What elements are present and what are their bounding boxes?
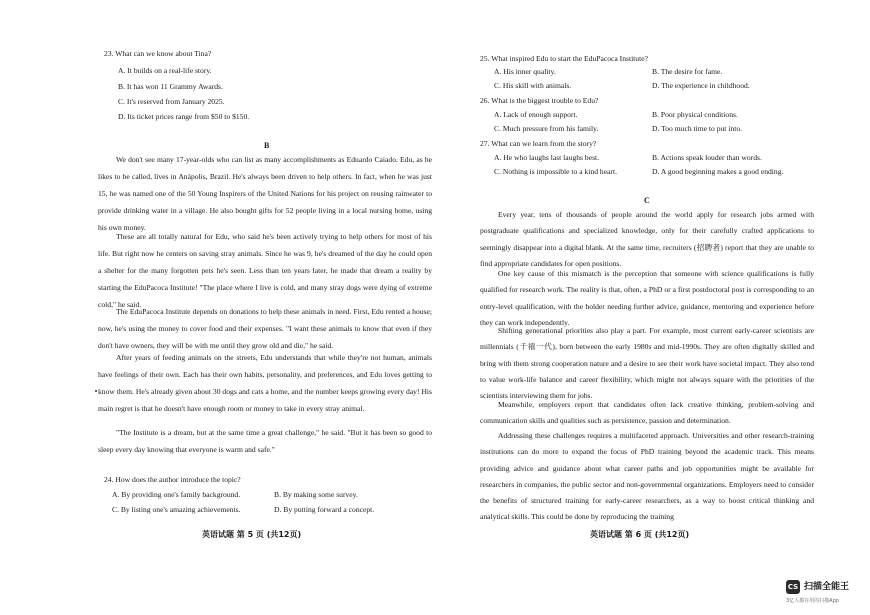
question-25-option-c: C. His skill with animals. — [494, 81, 572, 90]
section-c-paragraph: Addressing these challenges requires a multifaceted approach. Universities and other research-training institutions can do more to expand the focus of PhD training beyond the academic track. This means providing advice and guidance about what career paths and job opportunities might be available for researchers in companies, the public sector and non-governmental organizations. Employers need to consider the benefits of structured training for early-career researchers, as a way to boost critical thinking and analytical skills. This could be done by reproducing the training — [480, 431, 814, 522]
question-23-option-c: C. It's reserved from January 2025. — [118, 97, 225, 106]
section-c-paragraph: One key cause of this mismatch is the perception that someone with science qualifications is fully qualified for research work. The reality is that, often, a PhD or a first postdoctoral post is corresponding to an entry-level qualification, with the holder needing further advice, guidance, mentoring and experience before they can work independently. — [480, 269, 814, 327]
question-27-stem: 27. What can we learn from the story? — [480, 139, 597, 148]
question-25-option-d: D. The experience in childhood. — [652, 81, 750, 90]
page-6-footer: 英语试题 第 6 页 (共12页) — [590, 530, 690, 539]
question-26-option-d: D. Too much time to put into. — [652, 124, 743, 133]
question-24-option-d: D. By putting forward a concept. — [274, 505, 375, 514]
section-c-paragraph: Meanwhile, employers report that candidates often lack creative thinking, problem-solving and communication skills and qualities such as persistence, passion and determination. — [480, 400, 814, 426]
question-23-stem: 23. What can we know about Tina? — [104, 49, 212, 58]
question-23-option-d: D. Its ticket prices range from $50 to $150. — [118, 112, 250, 121]
question-26-option-c: C. Much pressure from his family. — [494, 124, 599, 133]
question-26-option-b: B. Poor physical conditions. — [652, 110, 738, 119]
question-27-option-d: D. A good beginning makes a good ending. — [652, 167, 784, 176]
question-24-option-c: C. By listing one's amazing achievements. — [112, 505, 241, 514]
section-b-paragraph: We don't see many 17-year-olds who can list as many accomplishments as Eduardo Caiado. Edu, as he likes to be called, lives in Anápolis, Brazil. He's always been driven to help others. In fact, when he was just 15, he was named one of the 50 Young Inspirers of the United Nations for his project on reusing rainwater to provide drinking water in a village. He also bought gifts for 52 people living in a local nursing home, using his own money. — [98, 155, 432, 232]
question-27-option-a: A. He who laughs last laughs best. — [494, 153, 600, 162]
question-24-option-a: A. By providing one's family background. — [112, 490, 241, 499]
question-27-option-c: C. Nothing is impossible to a kind heart. — [494, 167, 617, 176]
section-b-paragraph: After years of feeding animals on the streets, Edu understands that while they're not human, animals have feelings of their own. Each has their own habits, personality, and preferences, and Edu loves getting to know them. He's already given about 30 dogs and cats a home, and the number keeps growing every day! His main regret is that he doesn't have enough room or money to take in every stray animal. — [98, 353, 432, 413]
question-24-stem: 24. How does the author introduce the topic? — [104, 475, 241, 484]
camscanner-logo-icon: CS — [786, 580, 800, 594]
section-c-label: C — [644, 196, 650, 205]
question-24-option-b: B. By making some survey. — [274, 490, 358, 499]
watermark-app-name: 扫描全能王 — [804, 582, 850, 592]
question-25-option-b: B. The desire for fame. — [652, 67, 723, 76]
question-25-stem: 25. What inspired Edu to start the EduPacoca Institute? — [480, 54, 648, 63]
question-27-option-b: B. Actions speak louder than words. — [652, 153, 762, 162]
question-26-option-a: A. Lack of enough support. — [494, 110, 578, 119]
right-page — [478, 0, 820, 615]
scan-speck — [95, 390, 97, 392]
section-b-paragraph: These are all totally natural for Edu, who said he's been actively trying to help others for most of his life. But right now he centers on saving stray animals. Since he was 9, he's dreamed of the day he could open a shelter for the many forgotten pets he's seen. Less than ten years later, he made that dream a reality by starting the EduPacoca Institute! "The place where I live is cold, and many stray dogs were dying of extreme cold," he said. — [98, 232, 432, 309]
scanner-watermark — [786, 580, 866, 610]
section-c-paragraph: Shifting generational priorities also play a part. For example, most current early-career scientists are millennials (千禧一代), born between the early 1980s and mid-1990s. They are often digitally skilled and bring with them strong cooperation nature and a desire to see their work have societal impact. They also tend to value work-life balance and career flexibility, which might not always square with the priorities of the scientists interviewing them for jobs. — [480, 326, 814, 401]
section-c-paragraph: Every year, tens of thousands of people around the world apply for research jobs armed with postgraduate qualifications and specialized knowledge, only for their carefully crafted applications to seemingly disappear into a digital blank. At the same time, recruiters (招聘者) report that they are unable to find appropriate candidates for open positions. — [480, 210, 814, 268]
question-23-option-b: B. It has won 11 Grammy Awards. — [118, 82, 223, 91]
question-23-option-a: A. It builds on a real-life story. — [118, 66, 212, 75]
left-page — [98, 0, 446, 615]
section-b-label: B — [264, 141, 270, 150]
question-26-stem: 26. What is the biggest trouble to Edu? — [480, 96, 599, 105]
watermark-tagline: 3亿人都在用的扫描App — [786, 598, 839, 604]
question-25-option-a: A. His inner quality. — [494, 67, 556, 76]
section-b-paragraph: "The Institute is a dream, but at the same time a great challenge," he said. "But it has been so good to sleep every day knowing that everyone is warm and safe." — [98, 428, 432, 454]
page-5-footer: 英语试题 第 5 页 (共12页) — [202, 530, 302, 539]
section-b-paragraph: The EduPacoca Institute depends on donations to help these animals in need. First, Edu rented a house; now, he's using the money to cover food and their expenses. "I want these animals to know that even if they don't have owners, they will be with me until they grow old and die," he said. — [98, 307, 432, 350]
